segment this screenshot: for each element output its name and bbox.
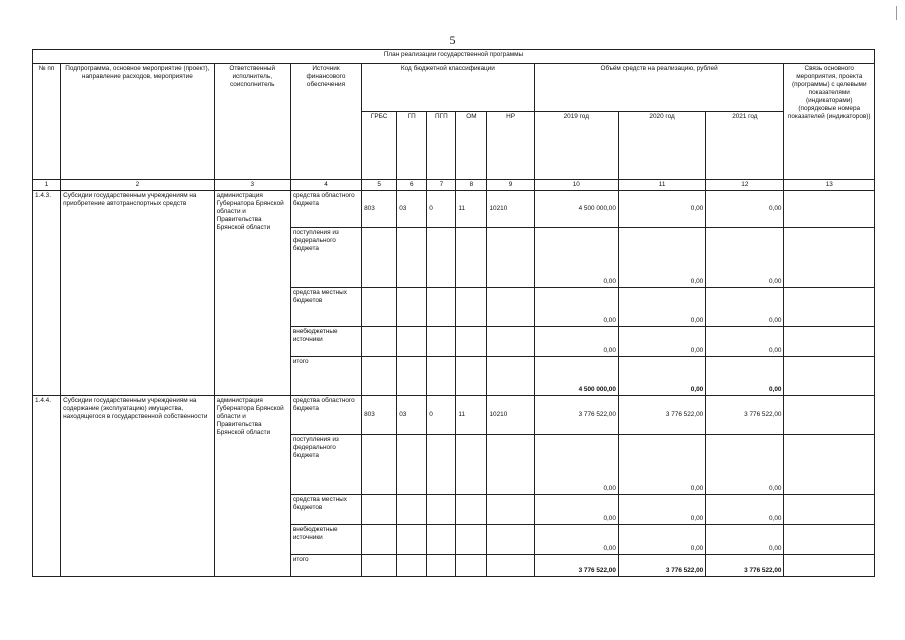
kbk-grbs-cell — [362, 525, 397, 555]
amount-2019-cell: 0,00 — [534, 327, 618, 357]
kbk-nr-cell: 10210 — [487, 396, 534, 435]
kbk-pgp-cell: 0 — [427, 396, 456, 435]
amount-2019-cell: 0,00 — [534, 525, 618, 555]
amount-2019-cell: 3 776 522,00 — [534, 396, 618, 435]
indicator-link-cell — [784, 327, 875, 357]
kbk-pgp-cell — [427, 228, 456, 288]
kbk-grbs-cell — [362, 555, 397, 577]
amount-2020-cell: 0,00 — [618, 288, 705, 327]
kbk-grbs-cell — [362, 228, 397, 288]
source-cell: средства местных бюджетов — [290, 495, 361, 525]
column-number-row — [33, 180, 875, 191]
kbk-pgp-cell — [427, 495, 456, 525]
kbk-om-cell — [456, 327, 487, 357]
source-cell: итого — [290, 357, 361, 396]
kbk-gp-cell: 03 — [397, 191, 427, 228]
column-number: 10 — [534, 180, 618, 191]
amount-2020-cell: 3 776 522,00 — [618, 555, 705, 577]
amount-2020-cell: 0,00 — [618, 525, 705, 555]
header-kbk: Код бюджетной классификации — [362, 64, 535, 112]
amount-2019-cell: 0,00 — [534, 288, 618, 327]
column-number: 3 — [214, 180, 290, 191]
column-number: 11 — [618, 180, 705, 191]
header-link: Связь основного мероприятия, проекта (программы) с целевыми показателями (индикаторами) (порядковые номера показателей (индикаторов)) — [784, 64, 875, 180]
kbk-om-cell — [456, 435, 487, 495]
kbk-om-cell — [456, 495, 487, 525]
amount-2019-cell: 0,00 — [534, 495, 618, 525]
kbk-pgp-cell — [427, 288, 456, 327]
amount-2021-cell: 0,00 — [706, 288, 784, 327]
header-year-2020: 2020 год — [618, 112, 705, 180]
source-cell: поступления из федерального бюджета — [290, 435, 361, 495]
header-gp: ГП — [397, 112, 427, 180]
indicator-link-cell — [784, 555, 875, 577]
amount-2020-cell: 0,00 — [618, 435, 705, 495]
indicator-link-cell — [784, 495, 875, 525]
kbk-gp-cell — [397, 435, 427, 495]
kbk-gp-cell — [397, 327, 427, 357]
kbk-om-cell: 11 — [456, 396, 487, 435]
kbk-grbs-cell — [362, 288, 397, 327]
kbk-nr-cell — [487, 357, 534, 396]
amount-2020-cell: 0,00 — [618, 327, 705, 357]
kbk-nr-cell — [487, 525, 534, 555]
source-cell: средства местных бюджетов — [290, 288, 361, 327]
indicator-link-cell — [784, 228, 875, 288]
indicator-link-cell — [784, 357, 875, 396]
kbk-gp-cell — [397, 228, 427, 288]
header-executor: Ответственный исполнитель, соисполнитель — [214, 64, 290, 180]
kbk-gp-cell — [397, 525, 427, 555]
scan-edge-mark — [896, 6, 897, 20]
header-nr: НР — [487, 112, 534, 180]
kbk-om-cell — [456, 228, 487, 288]
column-number: 13 — [784, 180, 875, 191]
indicator-link-cell — [784, 396, 875, 435]
column-number: 1 — [33, 180, 61, 191]
kbk-pgp-cell — [427, 327, 456, 357]
page-number: 5 — [449, 33, 456, 47]
kbk-nr-cell — [487, 327, 534, 357]
amount-2020-cell: 0,00 — [618, 495, 705, 525]
kbk-nr-cell — [487, 228, 534, 288]
kbk-nr-cell — [487, 435, 534, 495]
column-number: 12 — [706, 180, 784, 191]
amount-2021-cell: 0,00 — [706, 327, 784, 357]
kbk-grbs-cell — [362, 435, 397, 495]
column-number: 2 — [61, 180, 215, 191]
amount-2021-cell: 0,00 — [706, 228, 784, 288]
indicator-link-cell — [784, 435, 875, 495]
indicator-link-cell — [784, 191, 875, 228]
source-cell: средства областного бюджета — [290, 191, 361, 228]
kbk-pgp-cell: 0 — [427, 191, 456, 228]
table-row — [33, 396, 875, 435]
kbk-nr-cell — [487, 288, 534, 327]
kbk-gp-cell: 03 — [397, 396, 427, 435]
indicator-link-cell — [784, 288, 875, 327]
amount-2021-cell: 0,00 — [706, 435, 784, 495]
source-cell: поступления из федерального бюджета — [290, 228, 361, 288]
column-number: 7 — [427, 180, 456, 191]
column-number: 4 — [290, 180, 361, 191]
kbk-pgp-cell — [427, 435, 456, 495]
amount-2020-cell: 0,00 — [618, 228, 705, 288]
kbk-nr-cell: 10210 — [487, 191, 534, 228]
source-cell: итого — [290, 555, 361, 577]
header-om: ОМ — [456, 112, 487, 180]
amount-2019-cell: 0,00 — [534, 435, 618, 495]
kbk-om-cell — [456, 555, 487, 577]
header-volume: Объём средств на реализацию, рублей — [534, 64, 784, 112]
amount-2021-cell: 3 776 522,00 — [706, 396, 784, 435]
kbk-om-cell: 11 — [456, 191, 487, 228]
amount-2021-cell: 0,00 — [706, 495, 784, 525]
kbk-nr-cell — [487, 555, 534, 577]
indicator-link-cell — [784, 525, 875, 555]
table-title: План реализации государственной программы — [33, 50, 875, 64]
amount-2021-cell: 0,00 — [706, 525, 784, 555]
header-grbs: ГРБС — [362, 112, 397, 180]
header-source: Источник финансового обеспечения — [290, 64, 361, 180]
kbk-pgp-cell — [427, 357, 456, 396]
kbk-grbs-cell: 803 — [362, 191, 397, 228]
amount-2021-cell: 0,00 — [706, 357, 784, 396]
row-number-cell: 1.4.4. — [33, 396, 61, 577]
amount-2020-cell: 0,00 — [618, 357, 705, 396]
header-name: Подпрограмма, основное мероприятие (проект), направление расходов, мероприятие — [61, 64, 215, 180]
kbk-gp-cell — [397, 555, 427, 577]
header-year-2019: 2019 год — [534, 112, 618, 180]
header-num: № пп — [33, 64, 61, 180]
column-number: 8 — [456, 180, 487, 191]
kbk-om-cell — [456, 357, 487, 396]
column-number: 5 — [362, 180, 397, 191]
kbk-grbs-cell — [362, 495, 397, 525]
measure-name-cell: Субсидии государственным учреждениям на приобретение автотранспортных средств — [61, 191, 215, 396]
kbk-om-cell — [456, 288, 487, 327]
source-cell: средства областного бюджета — [290, 396, 361, 435]
amount-2021-cell: 0,00 — [706, 191, 784, 228]
source-cell: внебюджетные источники — [290, 327, 361, 357]
executor-cell: администрация Губернатора Брянской области и Правительства Брянской области — [214, 191, 290, 396]
kbk-grbs-cell: 803 — [362, 396, 397, 435]
kbk-grbs-cell — [362, 327, 397, 357]
kbk-pgp-cell — [427, 525, 456, 555]
amount-2019-cell: 0,00 — [534, 228, 618, 288]
executor-cell: администрация Губернатора Брянской области и Правительства Брянской области — [214, 396, 290, 577]
kbk-om-cell — [456, 525, 487, 555]
table-title-row — [33, 50, 875, 64]
column-number: 6 — [397, 180, 427, 191]
table-row — [33, 191, 875, 228]
amount-2019-cell: 4 500 000,00 — [534, 191, 618, 228]
kbk-gp-cell — [397, 357, 427, 396]
header-row-main — [33, 64, 875, 112]
plan-table — [32, 49, 875, 577]
header-year-2021: 2021 год — [706, 112, 784, 180]
kbk-gp-cell — [397, 495, 427, 525]
source-cell: внебюджетные источники — [290, 525, 361, 555]
amount-2020-cell: 0,00 — [618, 191, 705, 228]
kbk-gp-cell — [397, 288, 427, 327]
row-number-cell: 1.4.3. — [33, 191, 61, 396]
kbk-grbs-cell — [362, 357, 397, 396]
amount-2020-cell: 3 776 522,00 — [618, 396, 705, 435]
header-pgp: ПГП — [427, 112, 456, 180]
kbk-nr-cell — [487, 495, 534, 525]
amount-2019-cell: 3 776 522,00 — [534, 555, 618, 577]
amount-2019-cell: 4 500 000,00 — [534, 357, 618, 396]
measure-name-cell: Субсидии государственным учреждениям на содержание (эксплуатацию) имущества, находящегося в государственной собственности — [61, 396, 215, 577]
column-number: 9 — [487, 180, 534, 191]
kbk-pgp-cell — [427, 555, 456, 577]
amount-2021-cell: 3 776 522,00 — [706, 555, 784, 577]
